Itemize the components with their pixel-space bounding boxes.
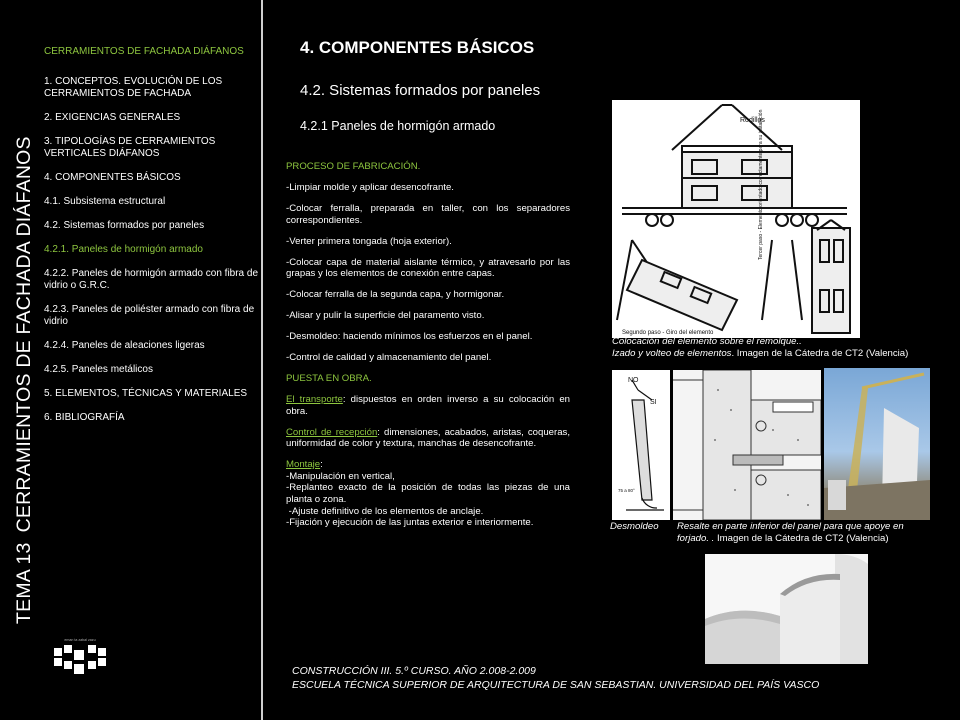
photo-crane [824, 368, 930, 520]
assembly-item: -Ajuste definitivo de los elementos de anclaje. [286, 505, 484, 517]
footer-school: ESCUELA TÉCNICA SUPERIOR DE ARQUITECTURA DE SAN SEBASTIAN. UNIVERSIDAD DEL PAÍS VASCO [292, 679, 820, 691]
process-step: -Colocar capa de material aislante térmico, y atravesarlo por las grapas y los elementos de conexión entre capas. [286, 256, 570, 280]
sidebar-item[interactable]: 4.2.5. Paneles metálicos [44, 364, 153, 375]
connection-detail-svg [673, 370, 821, 520]
figure-demolding-sketch [612, 370, 670, 520]
assembly-item: -Fijación y ejecución de las juntas exterior e interiormente. [286, 517, 534, 529]
caption-lifting-line1: Colocación del elemento sobre el remolque.. [612, 336, 802, 347]
photo-concrete-panels [705, 554, 868, 664]
process-step: -Limpiar molde y aplicar desencofrante. [286, 181, 454, 193]
sidebar-item[interactable]: 6. BIBLIOGRAFÍA [44, 412, 125, 423]
caption-lifting-source: . Imagen de la Cátedra de CT2 (Valencia) [731, 348, 909, 359]
caption-demolding [610, 521, 670, 533]
figure-connection-detail [673, 370, 821, 520]
vertical-title [4, 64, 44, 624]
body-text [286, 161, 570, 529]
sidebar-item[interactable]: 4.2.3. Paneles de poliéster armado con fibra de vidrio [44, 304, 255, 327]
transport-text: : dispuestos en orden inverso a su colocación en obra. [286, 394, 570, 417]
panels-photo-svg [705, 554, 868, 664]
process-step: -Colocar ferralla de la segunda capa, y hormigonar. [286, 289, 505, 301]
caption-ledge [677, 521, 947, 545]
page-title: 4. COMPONENTES BÁSICOS [300, 38, 535, 57]
process-step: -Control de calidad y almacenamiento del panel. [286, 352, 492, 364]
caption-ledge-line1: Resalte en parte inferior del panel para que apoye en [677, 521, 904, 532]
sidebar-nav [44, 46, 259, 436]
sidebar-item[interactable]: 2. EXIGENCIAS GENERALES [44, 112, 181, 123]
section-title: 4.2.1 Paneles de hormigón armado [300, 119, 496, 133]
page-subtitle: 4.2. Sistemas formados por paneles [300, 82, 541, 99]
caption-demolding-label: Desmoldeo [610, 521, 659, 532]
transport-link[interactable]: El transporte [286, 394, 343, 406]
sidebar-item[interactable]: 4.2.2. Paneles de hormigón armado con fibra de vidrio o G.R.C. [44, 268, 259, 291]
transport-paragraph [286, 394, 570, 417]
caption-ledge-source: Imagen de la Cátedra de CT2 (Valencia) [714, 533, 889, 544]
vertical-title-topic: TEMA 13 [13, 542, 35, 624]
assembly-block [286, 459, 570, 529]
sidebar-item[interactable]: 1. CONCEPTOS. EVOLUCIÓN DE LOS CERRAMIENTOS DE FACHADA [44, 76, 223, 99]
lifting-diagram-svg [612, 100, 860, 338]
sidebar-item[interactable]: 4.2. Sistemas formados por paneles [44, 220, 205, 231]
fig2-label-angle: 75 a 80° [618, 488, 635, 493]
logo-motto: eman ta zabal zazu [64, 638, 96, 642]
process-step: -Alisar y pulir la superficie del paramento visto. [286, 310, 485, 322]
fig1-label-third-step: Tercer paso - Elemento orientado correctamente para su instalación [758, 109, 764, 260]
sidebar [0, 0, 262, 720]
site-heading: PUESTA EN OBRA. [286, 373, 372, 385]
reception-paragraph [286, 427, 570, 450]
fig2-label-no: NO [628, 377, 639, 384]
sidebar-item[interactable]: 4.2.1. Paneles de hormigón armado [44, 244, 203, 255]
assembly-item: -Replanteo exacto de la posición de todas las piezas de una planta o zona. [286, 482, 570, 505]
process-heading: PROCESO DE FABRICACIÓN. [286, 161, 421, 172]
sidebar-item[interactable]: 5. ELEMENTOS, TÉCNICAS Y MATERIALES [44, 388, 248, 399]
footer [292, 664, 819, 692]
process-step: -Colocar ferralla, preparada en taller, con los separadores correspondientes. [286, 202, 570, 226]
vertical-title-name: CERRAMIENTOS DE FACHADA DIÁFANOS [13, 136, 35, 533]
crane-photo-svg [824, 368, 930, 520]
reception-link[interactable]: Control de recepción [286, 426, 378, 438]
process-step: -Verter primera tongada (hoja exterior). [286, 235, 452, 247]
footer-course: CONSTRUCCIÓN III. 5.º CURSO. AÑO 2.008-2.009 [292, 665, 536, 677]
caption-ledge-italic: forjado. . [677, 533, 715, 544]
sidebar-item[interactable]: 4.2.4. Paneles de aleaciones ligeras [44, 340, 205, 351]
fig1-label-rollers: Rodillos [740, 117, 765, 124]
caption-lifting [612, 336, 957, 360]
caption-lifting-italic: Izado y volteo de elementos [612, 348, 732, 359]
fig2-label-si: SI [650, 399, 657, 406]
demolding-svg [612, 370, 670, 520]
assembly-item: -Manipulación en vertical, [286, 470, 395, 482]
sidebar-item[interactable]: 3. TIPOLOGÍAS DE CERRAMIENTOS VERTICALES DIÁFANOS [44, 136, 216, 159]
sidebar-heading[interactable]: CERRAMIENTOS DE FACHADA DIÁFANOS [44, 46, 244, 57]
fig1-label-second-step: Segundo paso - Giro del elemento [622, 330, 714, 336]
assembly-link[interactable]: Montaje [286, 459, 321, 471]
sidebar-divider [261, 0, 263, 720]
figure-lifting-diagram [612, 100, 860, 338]
sidebar-item[interactable]: 4.1. Subsistema estructural [44, 196, 166, 207]
assembly-colon: : [320, 459, 323, 471]
reception-text: : dimensiones, acabados, aristas, coqueras, uniformidad de color y textura, manchas de desencofrante. [286, 426, 570, 450]
university-logo [52, 636, 108, 678]
sidebar-item[interactable]: 4. COMPONENTES BÁSICOS [44, 172, 181, 183]
process-step: -Desmoldeo: haciendo mínimos los esfuerzos en el panel. [286, 331, 533, 343]
